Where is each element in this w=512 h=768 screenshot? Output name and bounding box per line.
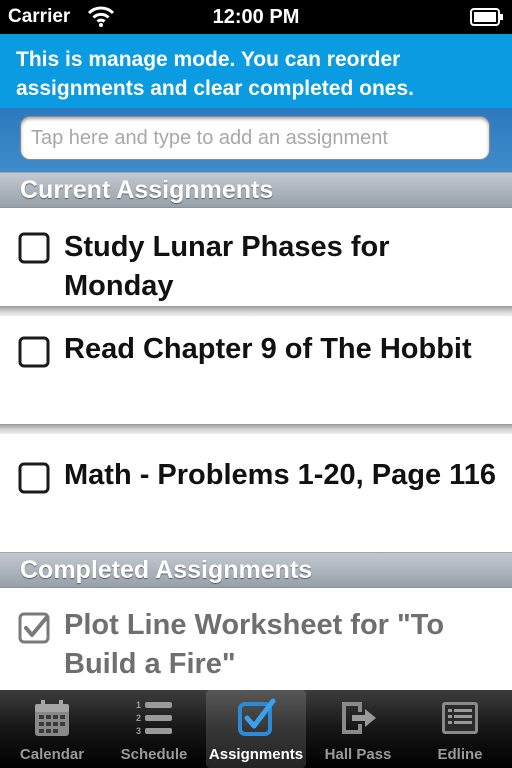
tab-hall-pass[interactable] (308, 690, 408, 768)
add-assignment-input[interactable] (20, 116, 490, 160)
checkbox-checked-icon[interactable] (18, 612, 50, 644)
tab-label: Assignments (208, 746, 304, 763)
assignment-title: Read Chapter 9 of The Hobbit (64, 333, 472, 365)
section-title: Completed Assignments (20, 556, 313, 584)
tab-schedule[interactable] (104, 690, 204, 768)
section-title: Current Assignments (20, 176, 274, 204)
checkbox-icon (236, 698, 276, 738)
section-header-completed (0, 552, 512, 588)
battery-icon (470, 8, 504, 26)
tab-label: Hall Pass (324, 746, 392, 763)
tab-label: Calendar (19, 746, 85, 763)
svg-text:3: 3 (136, 726, 142, 736)
add-assignment-bar (0, 108, 512, 172)
completed-assignment-row[interactable] (0, 588, 512, 690)
document-list-icon (440, 698, 480, 738)
row-separator (0, 424, 512, 434)
tab-label: Schedule (120, 746, 188, 763)
assignment-row[interactable] (0, 434, 512, 552)
tab-bar (0, 690, 512, 768)
tab-assignments[interactable] (206, 690, 306, 768)
assignment-title: Study Lunar Phases for Monday (64, 231, 390, 302)
status-bar (0, 0, 512, 34)
assignment-row[interactable] (0, 208, 512, 306)
section-header-current (0, 172, 512, 208)
tab-calendar[interactable] (2, 690, 102, 768)
assignment-title: Plot Line Worksheet for "To Build a Fire" (64, 609, 445, 680)
exit-door-icon (338, 698, 378, 738)
svg-text:1: 1 (136, 700, 142, 710)
assignment-title: Math - Problems 1-20, Page 116 (64, 459, 496, 491)
row-separator (0, 306, 512, 316)
manage-mode-banner: This is manage mode. You can reorder assignments and clear completed ones. (0, 34, 512, 108)
tab-edline[interactable] (410, 690, 510, 768)
checkbox-unchecked-icon[interactable] (18, 232, 50, 264)
carrier-label: Carrier (8, 6, 71, 27)
svg-text:2: 2 (136, 713, 142, 723)
calendar-icon (32, 698, 72, 738)
assignment-row[interactable] (0, 316, 512, 424)
clock: 12:00 PM (212, 6, 300, 28)
checkbox-unchecked-icon[interactable] (18, 336, 50, 368)
tab-label: Edline (437, 746, 483, 763)
numbered-list-icon (134, 698, 174, 738)
checkbox-unchecked-icon[interactable] (18, 462, 50, 494)
